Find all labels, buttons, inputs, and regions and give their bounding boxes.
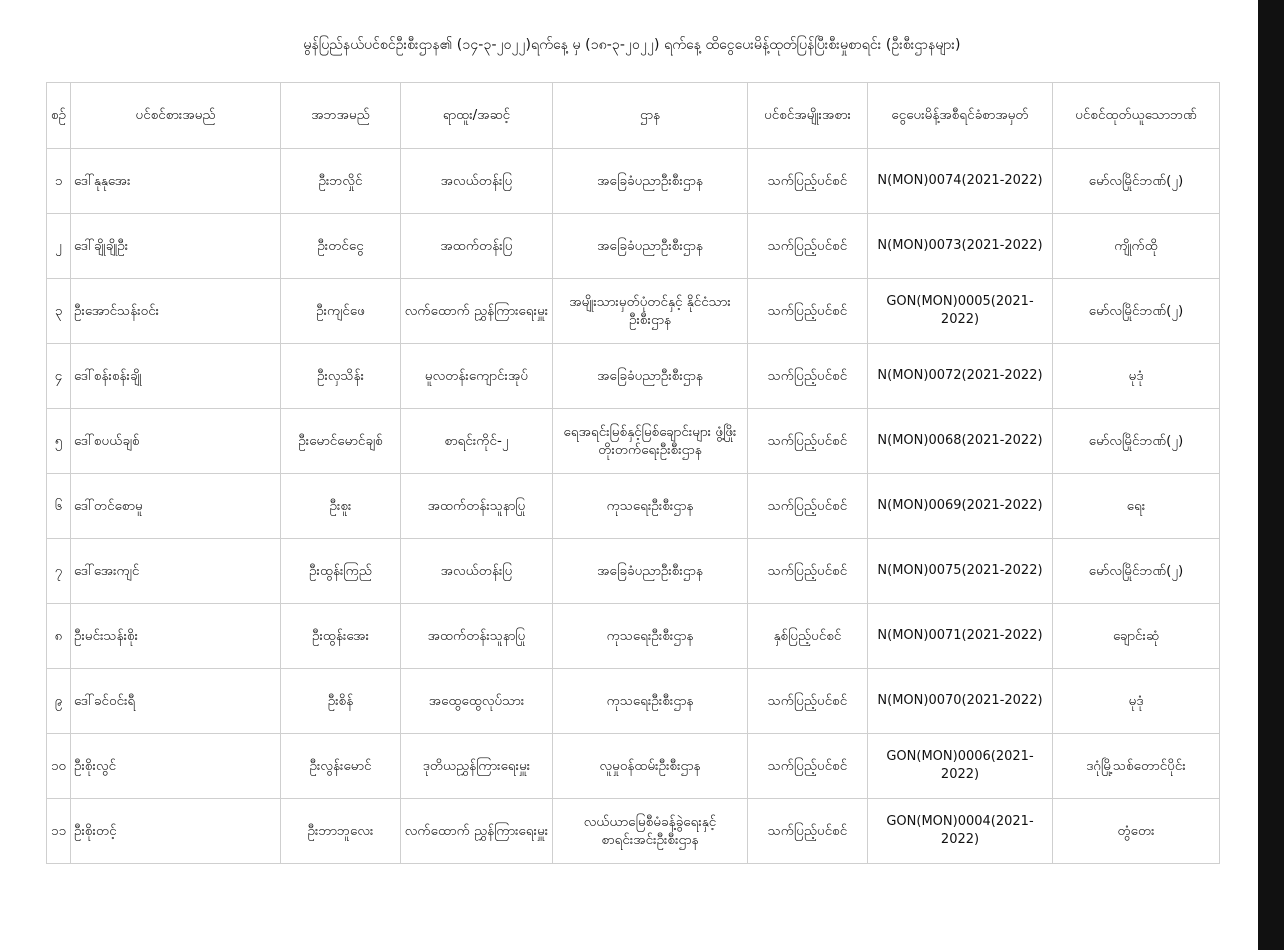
header-department: ဌာန [553,83,748,149]
cell-order-number: GON(MON)0006(2021-2022) [868,734,1053,799]
cell-pensioner-name: ဒေါ်အေးကျင် [71,539,281,604]
table-header-row [47,83,1220,149]
cell-father-name: ဦးစူး [281,474,401,539]
cell-pension-type: သက်ပြည့်ပင်စင် [748,734,868,799]
cell-order-number: N(MON)0073(2021-2022) [868,214,1053,279]
cell-position: အထက်တန်းသူနာပြု [401,474,553,539]
cell-no: ၁၁ [47,799,71,864]
cell-position: အထက်တန်းပြ [401,214,553,279]
cell-bank: မော်လမြိုင်ဘဏ်(၂) [1053,409,1220,474]
cell-bank: ချောင်းဆုံ [1053,604,1220,669]
cell-no: ၉ [47,669,71,734]
header-pension-type: ပင်စင်အမျိုးအစား [748,83,868,149]
cell-position: လက်ထောက် ညွှန်ကြားရေးမှူး [401,279,553,344]
table-row [47,604,1220,669]
cell-position: အလယ်တန်းပြ [401,539,553,604]
table-row [47,149,1220,214]
table-row [47,734,1220,799]
table-row [47,279,1220,344]
table-row [47,474,1220,539]
header-father-name: အဘအမည် [281,83,401,149]
cell-no: ၁၀ [47,734,71,799]
cell-father-name: ဦးမောင်မောင်ချစ် [281,409,401,474]
cell-pensioner-name: ဦးအောင်သန်းဝင်း [71,279,281,344]
cell-pension-type: သက်ပြည့်ပင်စင် [748,149,868,214]
cell-pension-type: သက်ပြည့်ပင်စင် [748,344,868,409]
header-order-number: ငွေပေးမိန့်အစီရင်ခံစာအမှတ် [868,83,1053,149]
cell-father-name: ဦးတင်ငွေ [281,214,401,279]
cell-department: အခြေခံပညာဦးစီးဌာန [553,149,748,214]
cell-no: ၆ [47,474,71,539]
cell-department: အမျိုးသားမှတ်ပုံတင်နှင့် နိုင်ငံသားဦးစီးဌာန [553,279,748,344]
cell-father-name: ဦးဘာဘူလေး [281,799,401,864]
cell-pensioner-name: ဦးမင်းသန်းစိုး [71,604,281,669]
cell-position: အလယ်တန်းပြ [401,149,553,214]
cell-department: လယ်ယာမြေစီမံခန့်ခွဲရေးနှင့် စာရင်းအင်းဦးစီးဌာန [553,799,748,864]
cell-department: အခြေခံပညာဦးစီးဌာန [553,214,748,279]
table-body [47,149,1220,864]
cell-father-name: ဦးဘလှိုင် [281,149,401,214]
cell-father-name: ဦးကျင်ဖေ [281,279,401,344]
table-row [47,409,1220,474]
cell-no: ၈ [47,604,71,669]
cell-order-number: N(MON)0074(2021-2022) [868,149,1053,214]
cell-bank: မော်လမြိုင်ဘဏ်(၂) [1053,149,1220,214]
cell-order-number: N(MON)0068(2021-2022) [868,409,1053,474]
cell-bank: မုဒုံ [1053,344,1220,409]
cell-no: ၇ [47,539,71,604]
table-row [47,214,1220,279]
cell-pension-type: သက်ပြည့်ပင်စင် [748,799,868,864]
cell-no: ၃ [47,279,71,344]
cell-position: အထက်တန်းသူနာပြု [401,604,553,669]
cell-bank: ရေး [1053,474,1220,539]
cell-pension-type: သက်ပြည့်ပင်စင် [748,474,868,539]
cell-order-number: GON(MON)0004(2021-2022) [868,799,1053,864]
cell-father-name: ဦးထွန်းအေး [281,604,401,669]
table-row [47,669,1220,734]
cell-department: လူမှုဝန်ထမ်းဦးစီးဌာန [553,734,748,799]
cell-bank: မုဒုံ [1053,669,1220,734]
cell-pensioner-name: ဒေါ်ချိုချိုဦး [71,214,281,279]
cell-department: ကုသရေးဦးစီးဌာန [553,474,748,539]
cell-no: ၄ [47,344,71,409]
cell-bank: ဒဂုံမြို့သစ်တောင်ပိုင်း [1053,734,1220,799]
document-title: မွန်ပြည်နယ်ပင်စင်ဦးစီးဌာန၏ (၁၄-၃-၂၀၂၂)ရက်နေ့ မှ (၁၈-၃-၂၀၂၂) ရက်နေ့ ထိငွေပေးမိန့်ထုတ်ပြန်ပြီးစီးမှုစာရင်း (ဦးစီးဌာနများ) [303,37,961,53]
cell-order-number: N(MON)0071(2021-2022) [868,604,1053,669]
table-row [47,539,1220,604]
cell-department: ကုသရေးဦးစီးဌာန [553,604,748,669]
cell-order-number: N(MON)0069(2021-2022) [868,474,1053,539]
cell-order-number: GON(MON)0005(2021-2022) [868,279,1053,344]
cell-department: ကုသရေးဦးစီးဌာန [553,669,748,734]
header-pensioner-name: ပင်စင်စားအမည် [71,83,281,149]
cell-pension-type: သက်ပြည့်ပင်စင် [748,409,868,474]
cell-position: မူလတန်းကျောင်းအုပ် [401,344,553,409]
cell-order-number: N(MON)0072(2021-2022) [868,344,1053,409]
cell-pensioner-name: ဒေါ်တင်စောမူ [71,474,281,539]
cell-father-name: ဦးစိန် [281,669,401,734]
table-row [47,344,1220,409]
cell-pensioner-name: ဒေါ်စပယ်ချစ် [71,409,281,474]
cell-position: ဒုတိယညွှန်ကြားရေးမှူး [401,734,553,799]
table-row [47,799,1220,864]
cell-father-name: ဦးထွန်းကြည် [281,539,401,604]
cell-pension-type: သက်ပြည့်ပင်စင် [748,669,868,734]
cell-father-name: ဦးလှသိန်း [281,344,401,409]
pension-table [46,82,1220,864]
cell-bank: ကျိုက်ထို [1053,214,1220,279]
cell-no: ၂ [47,214,71,279]
cell-pensioner-name: ဒေါ်နုနုအေး [71,149,281,214]
cell-pensioner-name: ဦးစိုးတင့် [71,799,281,864]
cell-no: ၁ [47,149,71,214]
cell-position: လက်ထောက် ညွှန်ကြားရေးမှူး [401,799,553,864]
header-position: ရာထူး/အဆင့် [401,83,553,149]
cell-department: ရေအရင်းမြစ်နှင့်မြစ်ချောင်းများ ဖွံ့ဖြိုးတိုးတက်ရေးဦးစီးဌာန [553,409,748,474]
cell-pensioner-name: ဒေါ်စန်းစန်းချို [71,344,281,409]
cell-pensioner-name: ဒေါ်ခင်ဝင်းရီ [71,669,281,734]
cell-pension-type: သက်ပြည့်ပင်စင် [748,214,868,279]
cell-pension-type: သက်ပြည့်ပင်စင် [748,539,868,604]
cell-pensioner-name: ဦးစိုးလွင် [71,734,281,799]
cell-department: အခြေခံပညာဦးစီးဌာန [553,539,748,604]
cell-bank: မော်လမြိုင်ဘဏ်(၂) [1053,279,1220,344]
cell-no: ၅ [47,409,71,474]
cell-bank: တွံတေး [1053,799,1220,864]
cell-order-number: N(MON)0075(2021-2022) [868,539,1053,604]
cell-position: အထွေထွေလုပ်သား [401,669,553,734]
cell-bank: မော်လမြိုင်ဘဏ်(၂) [1053,539,1220,604]
cell-father-name: ဦးလွန်းမောင် [281,734,401,799]
header-no: စဉ် [47,83,71,149]
cell-department: အခြေခံပညာဦးစီးဌာန [553,344,748,409]
cell-pension-type: သက်ပြည့်ပင်စင် [748,279,868,344]
header-bank: ပင်စင်ထုတ်ယူသောဘဏ် [1053,83,1220,149]
cell-position: စာရင်းကိုင်-၂ [401,409,553,474]
cell-pension-type: နှစ်ပြည့်ပင်စင် [748,604,868,669]
cell-order-number: N(MON)0070(2021-2022) [868,669,1053,734]
